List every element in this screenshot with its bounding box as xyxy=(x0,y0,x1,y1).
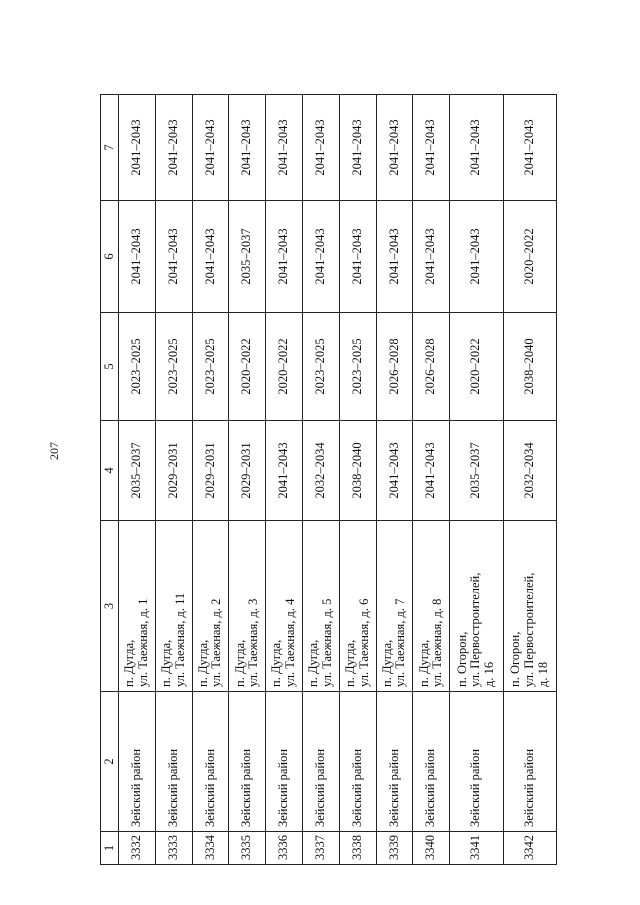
cell-period-col-4: 2035–2037 xyxy=(119,421,156,521)
cell-district: Зейский район xyxy=(155,692,192,832)
cell-period-col-7: 2041–2043 xyxy=(302,95,339,201)
cell-period-col-6: 2041–2043 xyxy=(192,201,229,313)
cell-district: Зейский район xyxy=(266,692,303,832)
table-row xyxy=(119,95,156,865)
cell-period-col-6: 2041–2043 xyxy=(302,201,339,313)
cell-row-number: 3333 xyxy=(155,832,192,865)
cell-district: Зейский район xyxy=(302,692,339,832)
cell-period-col-5: 2038–2040 xyxy=(503,313,556,421)
cell-address: п. Дугда, ул. Таежная, д. 1 xyxy=(119,521,156,692)
cell-period-col-7: 2041–2043 xyxy=(229,95,266,201)
header-col-7: 7 xyxy=(101,95,119,201)
cell-period-col-5: 2023–2025 xyxy=(192,313,229,421)
cell-address: п. Дугда, ул. Таежная, д. 8 xyxy=(413,521,450,692)
cell-period-col-6: 2041–2043 xyxy=(266,201,303,313)
header-col-1: 1 xyxy=(101,832,119,865)
cell-address: п. Дугда, ул. Таежная, д. 7 xyxy=(376,521,413,692)
cell-period-col-4: 2041–2043 xyxy=(413,421,450,521)
cell-period-col-7: 2041–2043 xyxy=(119,95,156,201)
cell-address: п. Дугда, ул. Таежная, д. 3 xyxy=(229,521,266,692)
cell-period-col-4: 2041–2043 xyxy=(266,421,303,521)
cell-period-col-6: 2041–2043 xyxy=(155,201,192,313)
cell-address: п. Дугда, ул. Таежная, д. 4 xyxy=(266,521,303,692)
table-row xyxy=(302,95,339,865)
cell-period-col-5: 2020–2022 xyxy=(450,313,503,421)
cell-period-col-5: 2026–2028 xyxy=(376,313,413,421)
cell-district: Зейский район xyxy=(339,692,376,832)
header-col-4: 4 xyxy=(101,421,119,521)
table-header-row xyxy=(101,95,119,865)
page-number: 207 xyxy=(47,442,61,460)
cell-address: п. Огорон, ул. Первостроителей, д. 16 xyxy=(450,521,503,692)
cell-period-col-4: 2032–2034 xyxy=(302,421,339,521)
cell-period-col-7: 2041–2043 xyxy=(155,95,192,201)
cell-district: Зейский район xyxy=(413,692,450,832)
table-body xyxy=(119,95,557,865)
cell-address: п. Огорон, ул. Первостроителей, д. 18 xyxy=(503,521,556,692)
cell-address: п. Дугда, ул. Таежная, д. 11 xyxy=(155,521,192,692)
table-row xyxy=(450,95,503,865)
cell-period-col-7: 2041–2043 xyxy=(339,95,376,201)
cell-row-number: 3338 xyxy=(339,832,376,865)
cell-period-col-5: 2023–2025 xyxy=(302,313,339,421)
cell-period-col-4: 2038–2040 xyxy=(339,421,376,521)
table-header xyxy=(101,95,119,865)
table-row xyxy=(413,95,450,865)
table-row xyxy=(266,95,303,865)
cell-row-number: 3342 xyxy=(503,832,556,865)
table-row xyxy=(192,95,229,865)
cell-district: Зейский район xyxy=(229,692,266,832)
cell-period-col-7: 2041–2043 xyxy=(450,95,503,201)
cell-period-col-6: 2041–2043 xyxy=(413,201,450,313)
cell-period-col-7: 2041–2043 xyxy=(413,95,450,201)
cell-period-col-6: 2041–2043 xyxy=(450,201,503,313)
cell-row-number: 3341 xyxy=(450,832,503,865)
cell-district: Зейский район xyxy=(192,692,229,832)
cell-period-col-7: 2041–2043 xyxy=(376,95,413,201)
cell-period-col-6: 2041–2043 xyxy=(376,201,413,313)
cell-period-col-6: 2041–2043 xyxy=(119,201,156,313)
cell-district: Зейский район xyxy=(450,692,503,832)
cell-period-col-4: 2029–2031 xyxy=(229,421,266,521)
cell-row-number: 3334 xyxy=(192,832,229,865)
table-row xyxy=(339,95,376,865)
cell-district: Зейский район xyxy=(376,692,413,832)
schedule-table-container xyxy=(100,95,557,865)
cell-period-col-5: 2023–2025 xyxy=(119,313,156,421)
cell-period-col-5: 2023–2025 xyxy=(155,313,192,421)
cell-period-col-4: 2029–2031 xyxy=(192,421,229,521)
cell-period-col-5: 2020–2022 xyxy=(266,313,303,421)
header-col-6: 6 xyxy=(101,201,119,313)
cell-period-col-5: 2023–2025 xyxy=(339,313,376,421)
cell-period-col-4: 2029–2031 xyxy=(155,421,192,521)
cell-period-col-4: 2032–2034 xyxy=(503,421,556,521)
cell-district: Зейский район xyxy=(119,692,156,832)
cell-period-col-7: 2041–2043 xyxy=(192,95,229,201)
cell-row-number: 3332 xyxy=(119,832,156,865)
cell-period-col-6: 2041–2043 xyxy=(339,201,376,313)
cell-row-number: 3340 xyxy=(413,832,450,865)
cell-period-col-6: 2020–2022 xyxy=(503,201,556,313)
cell-period-col-7: 2041–2043 xyxy=(266,95,303,201)
cell-address: п. Дугда, ул. Таежная, д. 5 xyxy=(302,521,339,692)
header-col-5: 5 xyxy=(101,313,119,421)
cell-address: п. Дугда, ул. Таежная, д. 2 xyxy=(192,521,229,692)
cell-period-col-5: 2020–2022 xyxy=(229,313,266,421)
cell-period-col-7: 2041–2043 xyxy=(503,95,556,201)
cell-address: п. Дугда, ул. Таежная, д. 6 xyxy=(339,521,376,692)
cell-row-number: 3337 xyxy=(302,832,339,865)
schedule-table xyxy=(100,94,557,865)
cell-period-col-4: 2035–2037 xyxy=(450,421,503,521)
table-row xyxy=(229,95,266,865)
cell-row-number: 3336 xyxy=(266,832,303,865)
table-row xyxy=(155,95,192,865)
cell-period-col-4: 2041–2043 xyxy=(376,421,413,521)
cell-period-col-6: 2035–2037 xyxy=(229,201,266,313)
cell-row-number: 3335 xyxy=(229,832,266,865)
table-row xyxy=(376,95,413,865)
cell-row-number: 3339 xyxy=(376,832,413,865)
header-col-2: 2 xyxy=(101,692,119,832)
header-col-3: 3 xyxy=(101,521,119,692)
cell-district: Зейский район xyxy=(503,692,556,832)
table-row xyxy=(503,95,556,865)
cell-period-col-5: 2026–2028 xyxy=(413,313,450,421)
